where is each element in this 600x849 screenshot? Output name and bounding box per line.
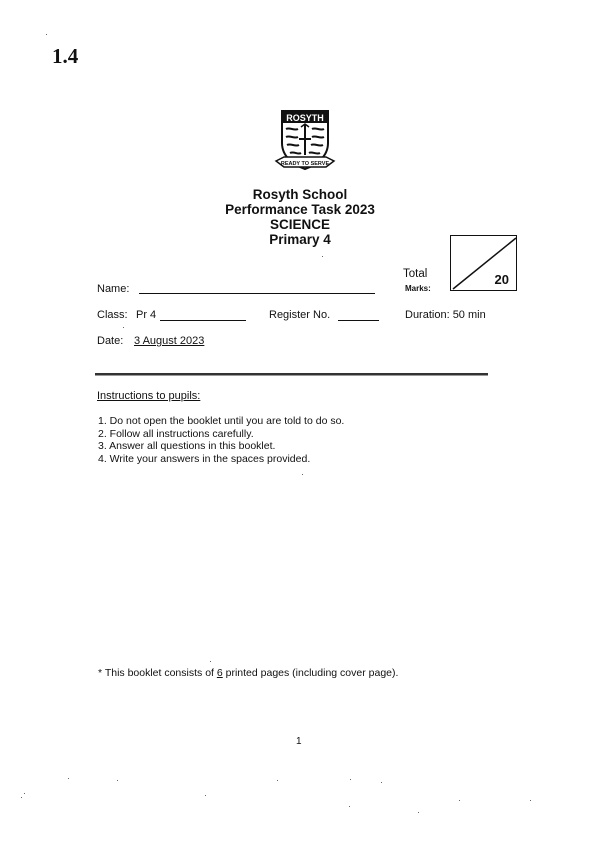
instruction-item: 2. Follow all instructions carefully.: [98, 427, 254, 440]
instructions-heading: Instructions to pupils:: [97, 390, 201, 402]
total-marks-value: 20: [494, 272, 509, 287]
scan-speck: [350, 779, 351, 780]
instruction-item: 3. Answer all questions in this booklet.: [98, 440, 276, 452]
scan-speck: [322, 256, 323, 257]
scan-speck: [349, 806, 350, 807]
date-value: 3 August 2023: [134, 335, 205, 347]
class-field[interactable]: [160, 320, 246, 321]
page-number: 1: [296, 736, 302, 747]
marks-box[interactable]: [450, 235, 517, 291]
instruction-item: 1. Do not open the booklet until you are told to do so.: [98, 415, 345, 427]
scan-speck: [117, 780, 118, 781]
name-label: Name:: [97, 283, 130, 295]
svg-text:READY TO SERVE: READY TO SERVE: [280, 161, 330, 167]
duration-text: Duration: 50 min: [405, 309, 486, 321]
scan-speck: [530, 800, 531, 801]
scan-speck: [302, 474, 303, 475]
svg-text:ROSYTH: ROSYTH: [286, 113, 324, 123]
booklet-page-count: 6: [216, 667, 223, 679]
level-title: Primary 4: [269, 232, 331, 247]
scan-speck: [277, 780, 278, 781]
register-label: Register No.: [269, 309, 331, 321]
scan-speck: [210, 661, 211, 662]
scan-speck: [123, 327, 124, 328]
school-crest-logo: [274, 107, 336, 173]
scan-speck: [381, 782, 382, 783]
booklet-note: [98, 667, 398, 679]
date-label: Date:: [97, 335, 124, 347]
booklet-note-suffix: printed pages (including cover page).: [222, 667, 399, 679]
section-divider: [95, 373, 488, 376]
scan-speck: [24, 793, 25, 794]
marks-label: Marks:: [405, 284, 431, 293]
school-name: Rosyth School: [252, 187, 348, 202]
booklet-note-prefix: * This booklet consists of: [98, 667, 217, 679]
total-label: Total: [403, 268, 428, 280]
section-number: 1.4: [52, 44, 79, 68]
subject-title: SCIENCE: [269, 217, 330, 232]
scan-speck: [46, 34, 47, 35]
scan-speck: [459, 800, 460, 801]
task-title: Performance Task 2023: [225, 202, 375, 217]
name-field[interactable]: [139, 293, 375, 294]
instructions-list: [98, 415, 344, 465]
scan-speck: [21, 797, 22, 798]
scan-speck: [68, 778, 69, 779]
scan-speck: [418, 812, 419, 813]
scan-speck: [205, 795, 206, 796]
class-value: Pr 4: [136, 309, 157, 321]
class-label: Class:: [97, 309, 128, 321]
instruction-item: 4. Write your answers in the spaces provided.: [98, 452, 311, 465]
school-header: [150, 187, 450, 247]
register-field[interactable]: [338, 320, 379, 321]
